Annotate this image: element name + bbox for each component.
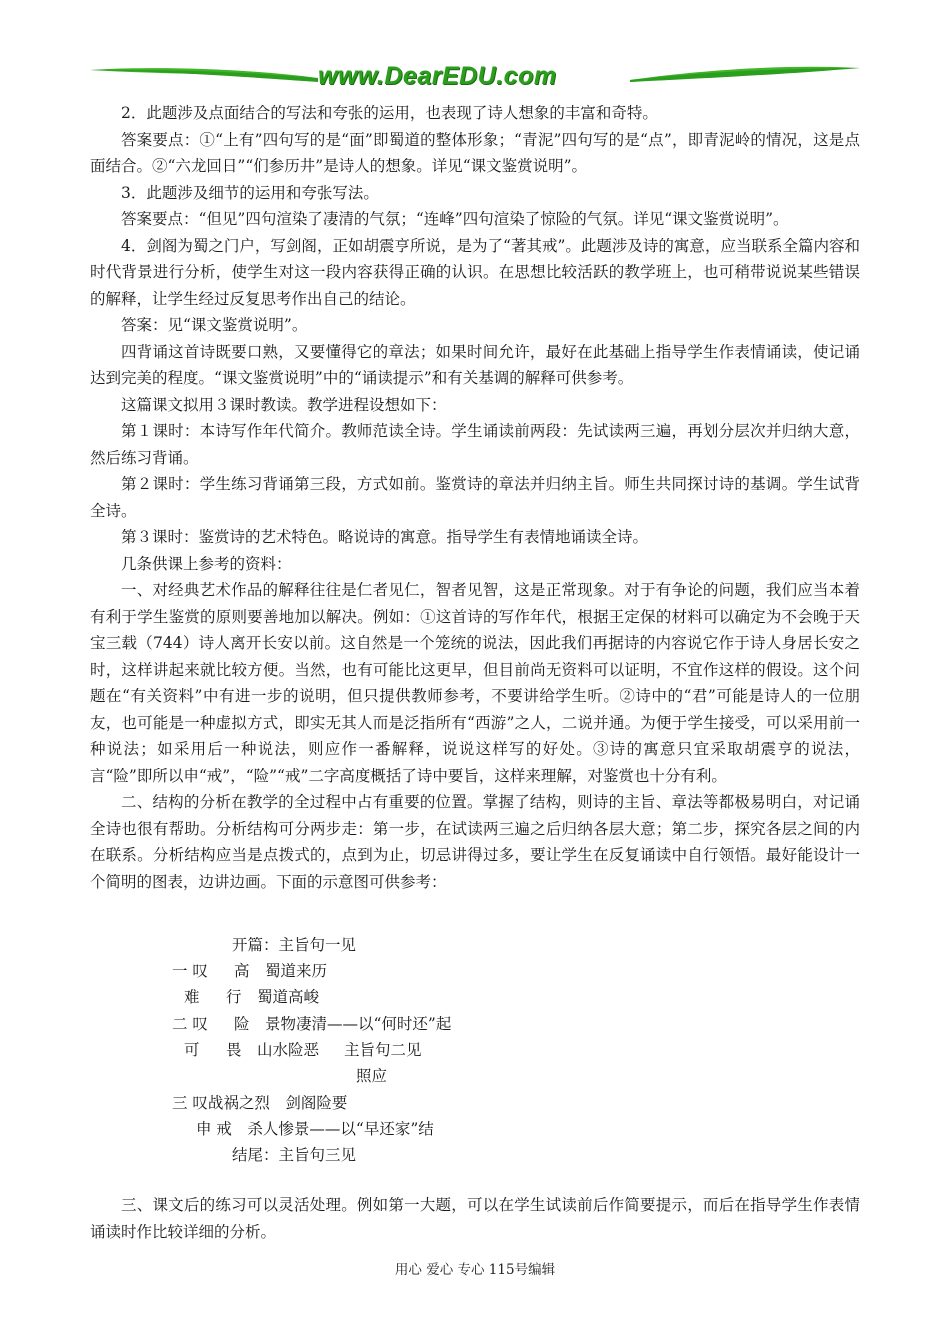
paragraph: 第３课时：鉴赏诗的艺术特色。略说诗的寓意。指导学生有表情地诵读全诗。 bbox=[121, 528, 649, 546]
diagram-line: 险 景物凄清——以“何时还”起 bbox=[234, 1015, 452, 1033]
diagram-opening: 开篇：主旨句一见 bbox=[232, 936, 357, 954]
diagram-line: 三 叹战祸之烈 剑阁险要 bbox=[172, 1094, 348, 1112]
diagram-line: 可 bbox=[184, 1041, 200, 1059]
diagram-line: 行 蜀道高峻 bbox=[226, 988, 320, 1006]
paragraph: 二、结构的分析在教学的全过程中占有重要的位置。掌握了结构，则诗的主旨、章法等都极易明白，对记诵全诗也很有帮助。分析结构可分两步走：第一步，在试读两三遍之后归纳各层大意；第二步，探究各层之间的内在联系。分析结构应当是点拨式的，点到为止，切忌讲得过多，要让学生在反复诵读中自行领悟。最好能设计一个简明的图表，边讲边画。下面的示意图可供参考： bbox=[90, 793, 860, 891]
paragraph: 三、课文后的练习可以灵活处理。例如第一大题，可以在学生试读前后作简要提示，而后在指导学生作表情诵读时作比较详细的分析。 bbox=[90, 1196, 860, 1241]
paragraph: 四背诵这首诗既要口熟，又要懂得它的章法；如果时间允许，最好在此基础上指导学生作表情诵读，使记诵达到完美的程度。“课文鉴赏说明”中的“诵读提示”和有关基调的解释可供参考。 bbox=[90, 342, 860, 387]
diagram-line: 高 蜀道来历 bbox=[234, 962, 328, 980]
paragraph: 一、对经典艺术作品的解释往往是仁者见仁，智者见智，这是正常现象。对于有争论的问题，我们应当本着有利于学生鉴赏的原则要善地加以解决。例如：①这首诗的写作年代，根据王定保的材料可以确定为不会晚于天宝三载（744）诗人离开长安以前。这自然是一个笼统的说法，因此我们再据诗的内容说它作于诗人身居长安之时，这样讲起来就比较方便。当然，也有可能比这更早，但目前尚无资料可以证明，不宜作这样的假设。这个问题在“有关资料”中有进一步的说明，但只提供教师参考，不要讲给学生听。②诗中的“君”可能是诗人的一位朋友，也可能是一种虚拟方式，即实无其人而是泛指所有“西游”之人，二说并通。为便于学生接受，可以采用前一种说法；如采用后一种说法，则应作一番解释，说说这样写的好处。③诗的寓意只宜采取胡震亨的说法，言“险”即所以申“戒”，“险”“戒”二字高度概括了诗中要旨，这样来理解，对鉴赏也十分有利。 bbox=[90, 581, 860, 785]
diagram-line: 申 戒 杀人惨景——以“早还家”结 bbox=[196, 1120, 434, 1138]
diagram-line: 二 叹 bbox=[172, 1015, 208, 1033]
diagram-line: 主旨句二见 bbox=[344, 1041, 422, 1059]
page-footer: 用心 爱心 专心 115号编辑 bbox=[394, 1262, 556, 1278]
paragraph: 答案：见“课文鉴赏说明”。 bbox=[121, 316, 308, 334]
paragraph: 几条供课上参考的资料： bbox=[121, 554, 292, 573]
diagram-line: 畏 山水险恶 bbox=[226, 1041, 320, 1059]
paragraph: 4．剑阁为蜀之门户，写剑阁，正如胡震亨所说，是为了“著其戒”。此题涉及诗的寓意，应当联系全篇内容和时代背景进行分析，使学生对这一段内容获得正确的认识。在思想比较活跃的教学班上，也可稍带说说某些错误的解释，让学生经过反复思考作出自己的结论。 bbox=[90, 236, 860, 308]
paragraph: 答案要点：①“上有”四句写的是“面”即蜀道的整体形象；“青泥”四句写的是“点”，即青泥岭的情况，这是点面结合。②“六龙回日”“们参历井”是诗人的想象。详见“课文鉴赏说明”。 bbox=[90, 130, 860, 175]
closing-section bbox=[90, 1192, 860, 1245]
paragraph: 3．此题涉及细节的运用和夸张写法。 bbox=[121, 183, 379, 202]
paragraph: 第１课时：本诗写作年代简介。教师范读全诗。学生诵读前两段：先试读两三遍，再划分层次并归纳大意，然后练习背诵。 bbox=[90, 422, 860, 467]
diagram-closing: 结尾：主旨句三见 bbox=[232, 1146, 357, 1164]
paragraph: 第２课时：学生练习背诵第三段，方式如前。鉴赏诗的章法并归纳主旨。师生共同探讨诗的基调。学生试背全诗。 bbox=[90, 475, 860, 520]
paragraph: 这篇课文拟用３课时教读。教学进程设想如下： bbox=[121, 395, 447, 414]
document-body bbox=[90, 100, 860, 895]
diagram-line: 照应 bbox=[356, 1067, 388, 1085]
diagram-line: 难 bbox=[184, 988, 200, 1006]
site-logo-text: www.DearEDU.com bbox=[318, 62, 557, 90]
diagram-line: 一 叹 bbox=[172, 962, 208, 980]
paragraph: 答案要点：“但见”四句渲染了凄清的气氛；“连峰”四句渲染了惊险的气氛。详见“课文鉴赏说明”。 bbox=[121, 210, 789, 228]
paragraph: 2．此题涉及点面结合的写法和夸张的运用，也表现了诗人想象的丰富和奇特。 bbox=[121, 104, 658, 122]
